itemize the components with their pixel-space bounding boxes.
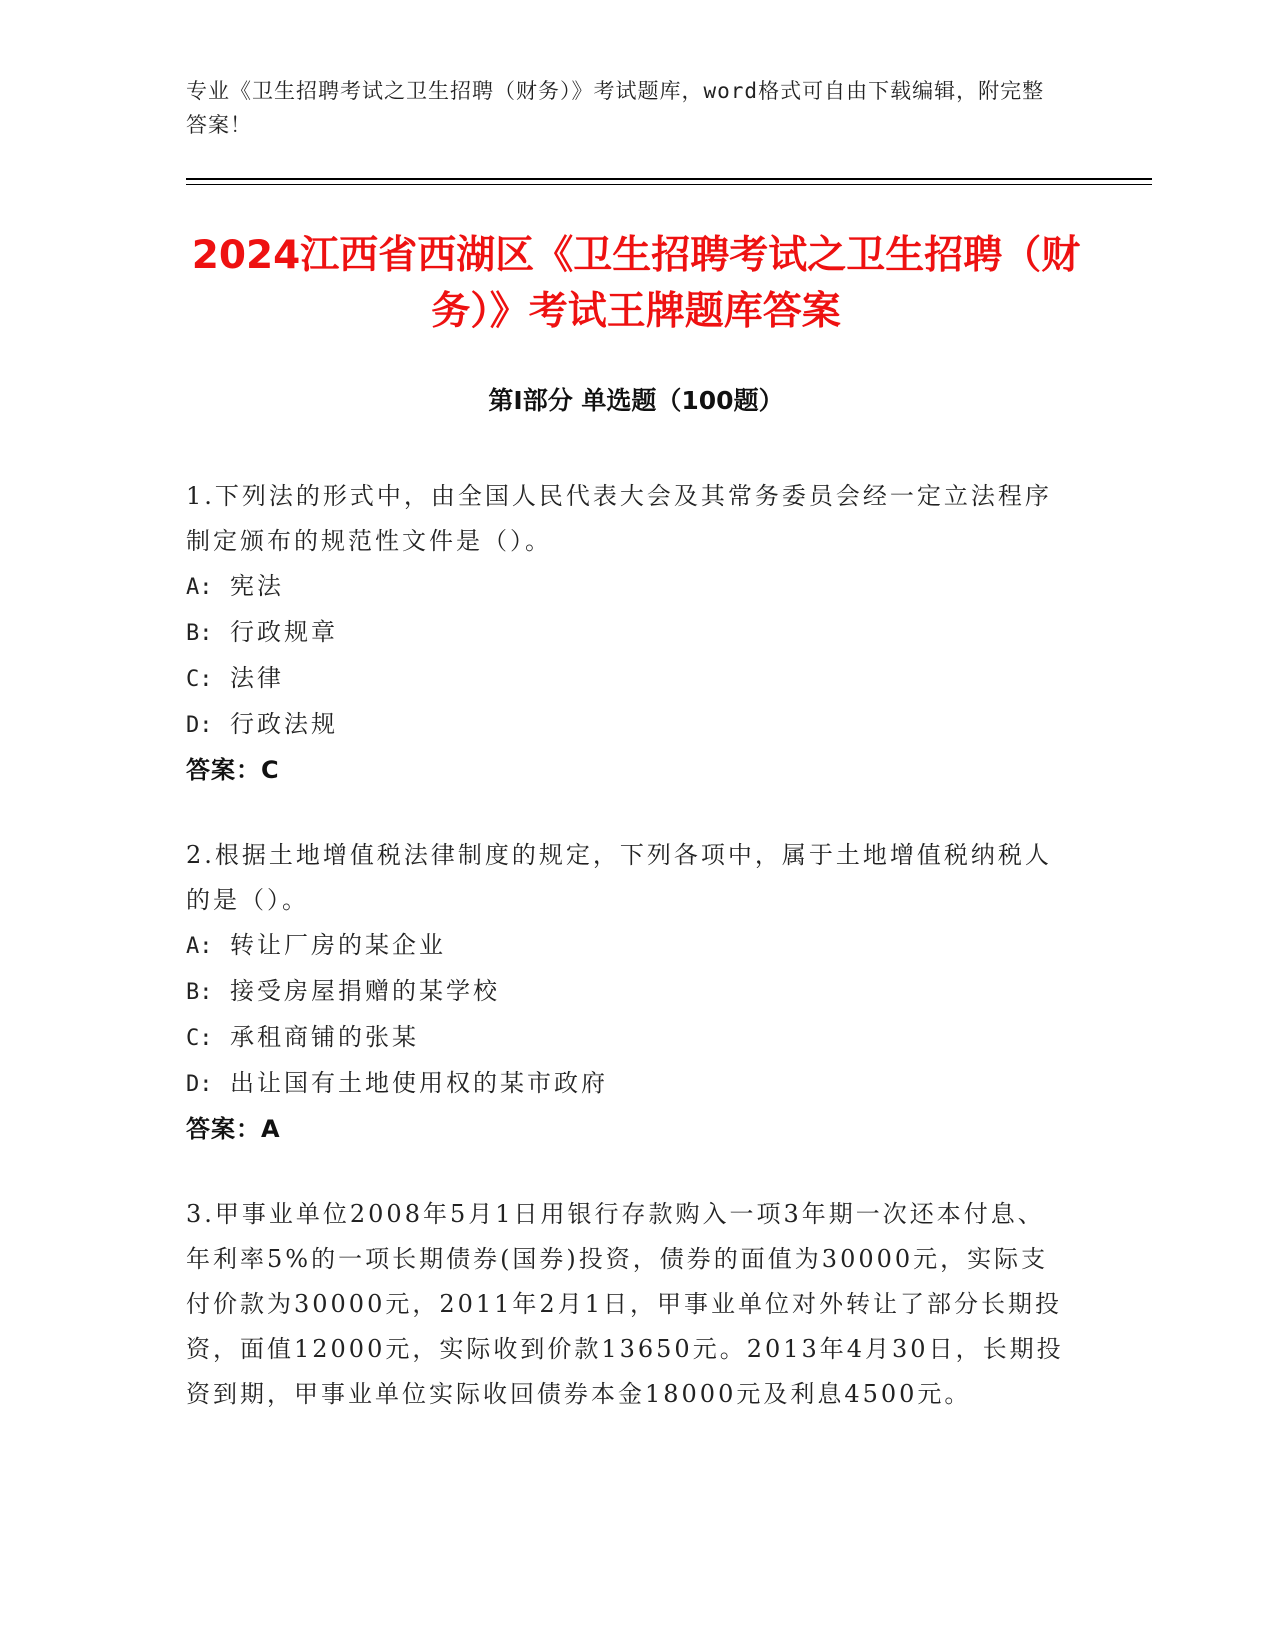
question-3 (186, 1192, 1066, 1417)
option-key: A: (186, 575, 213, 600)
option-c (186, 1015, 1066, 1061)
option-text: 行政规章 (230, 618, 338, 646)
option-c (186, 656, 1066, 702)
option-d (186, 702, 1066, 748)
question-stem: 3.甲事业单位2008年5月1日用银行存款购入一项3年期一次还本付息、年利率5%的一项长期债券(国券)投资，债券的面值为30000元，实际支付价款为30000元，2011年2月1日，甲事业单位对外转让了部分长期投资，面值12000元，实际收到价款13650元。2013年4月30日，长期投资到期，甲事业单位实际收回债券本金18000元及利息4500元。 (186, 1200, 1064, 1408)
option-key: C: (186, 1026, 213, 1051)
option-text: 转让厂房的某企业 (230, 931, 446, 959)
option-text: 承租商铺的张某 (230, 1023, 419, 1051)
question-2 (186, 833, 1066, 1152)
header-divider-thick (186, 178, 1152, 180)
option-key: C: (186, 667, 213, 692)
header-note: 专业《卫生招聘考试之卫生招聘（财务）》考试题库，word格式可自由下载编辑，附完整答案！ (186, 79, 1045, 137)
option-text: 接受房屋捐赠的某学校 (230, 977, 500, 1005)
answer-line: 答案：C (186, 756, 280, 784)
document-title: 2024江西省西湖区《卫生招聘考试之卫生招聘（财务）》考试王牌题库答案 (191, 233, 1081, 334)
option-b (186, 610, 1066, 656)
option-d (186, 1061, 1066, 1107)
option-key: D: (186, 1072, 213, 1097)
option-key: B: (186, 980, 213, 1005)
option-a (186, 923, 1066, 969)
option-text: 出让国有土地使用权的某市政府 (230, 1069, 608, 1097)
option-key: D: (186, 713, 213, 738)
option-key: B: (186, 621, 213, 646)
option-b (186, 969, 1066, 1015)
answer-line: 答案：A (186, 1115, 281, 1143)
option-text: 行政法规 (230, 710, 338, 738)
question-list (186, 474, 1066, 1457)
option-key: A: (186, 934, 213, 959)
question-stem: 2.根据土地增值税法律制度的规定，下列各项中，属于土地增值税纳税人的是（）。 (186, 841, 1052, 914)
option-a (186, 564, 1066, 610)
header-divider-thin (186, 184, 1152, 185)
question-1 (186, 474, 1066, 793)
option-text: 宪法 (230, 572, 284, 600)
section-heading: 第Ⅰ部分 单选题（100题） (488, 386, 784, 415)
option-text: 法律 (230, 664, 284, 692)
question-stem: 1.下列法的形式中，由全国人民代表大会及其常务委员会经一定立法程序制定颁布的规范性文件是（）。 (186, 482, 1052, 555)
